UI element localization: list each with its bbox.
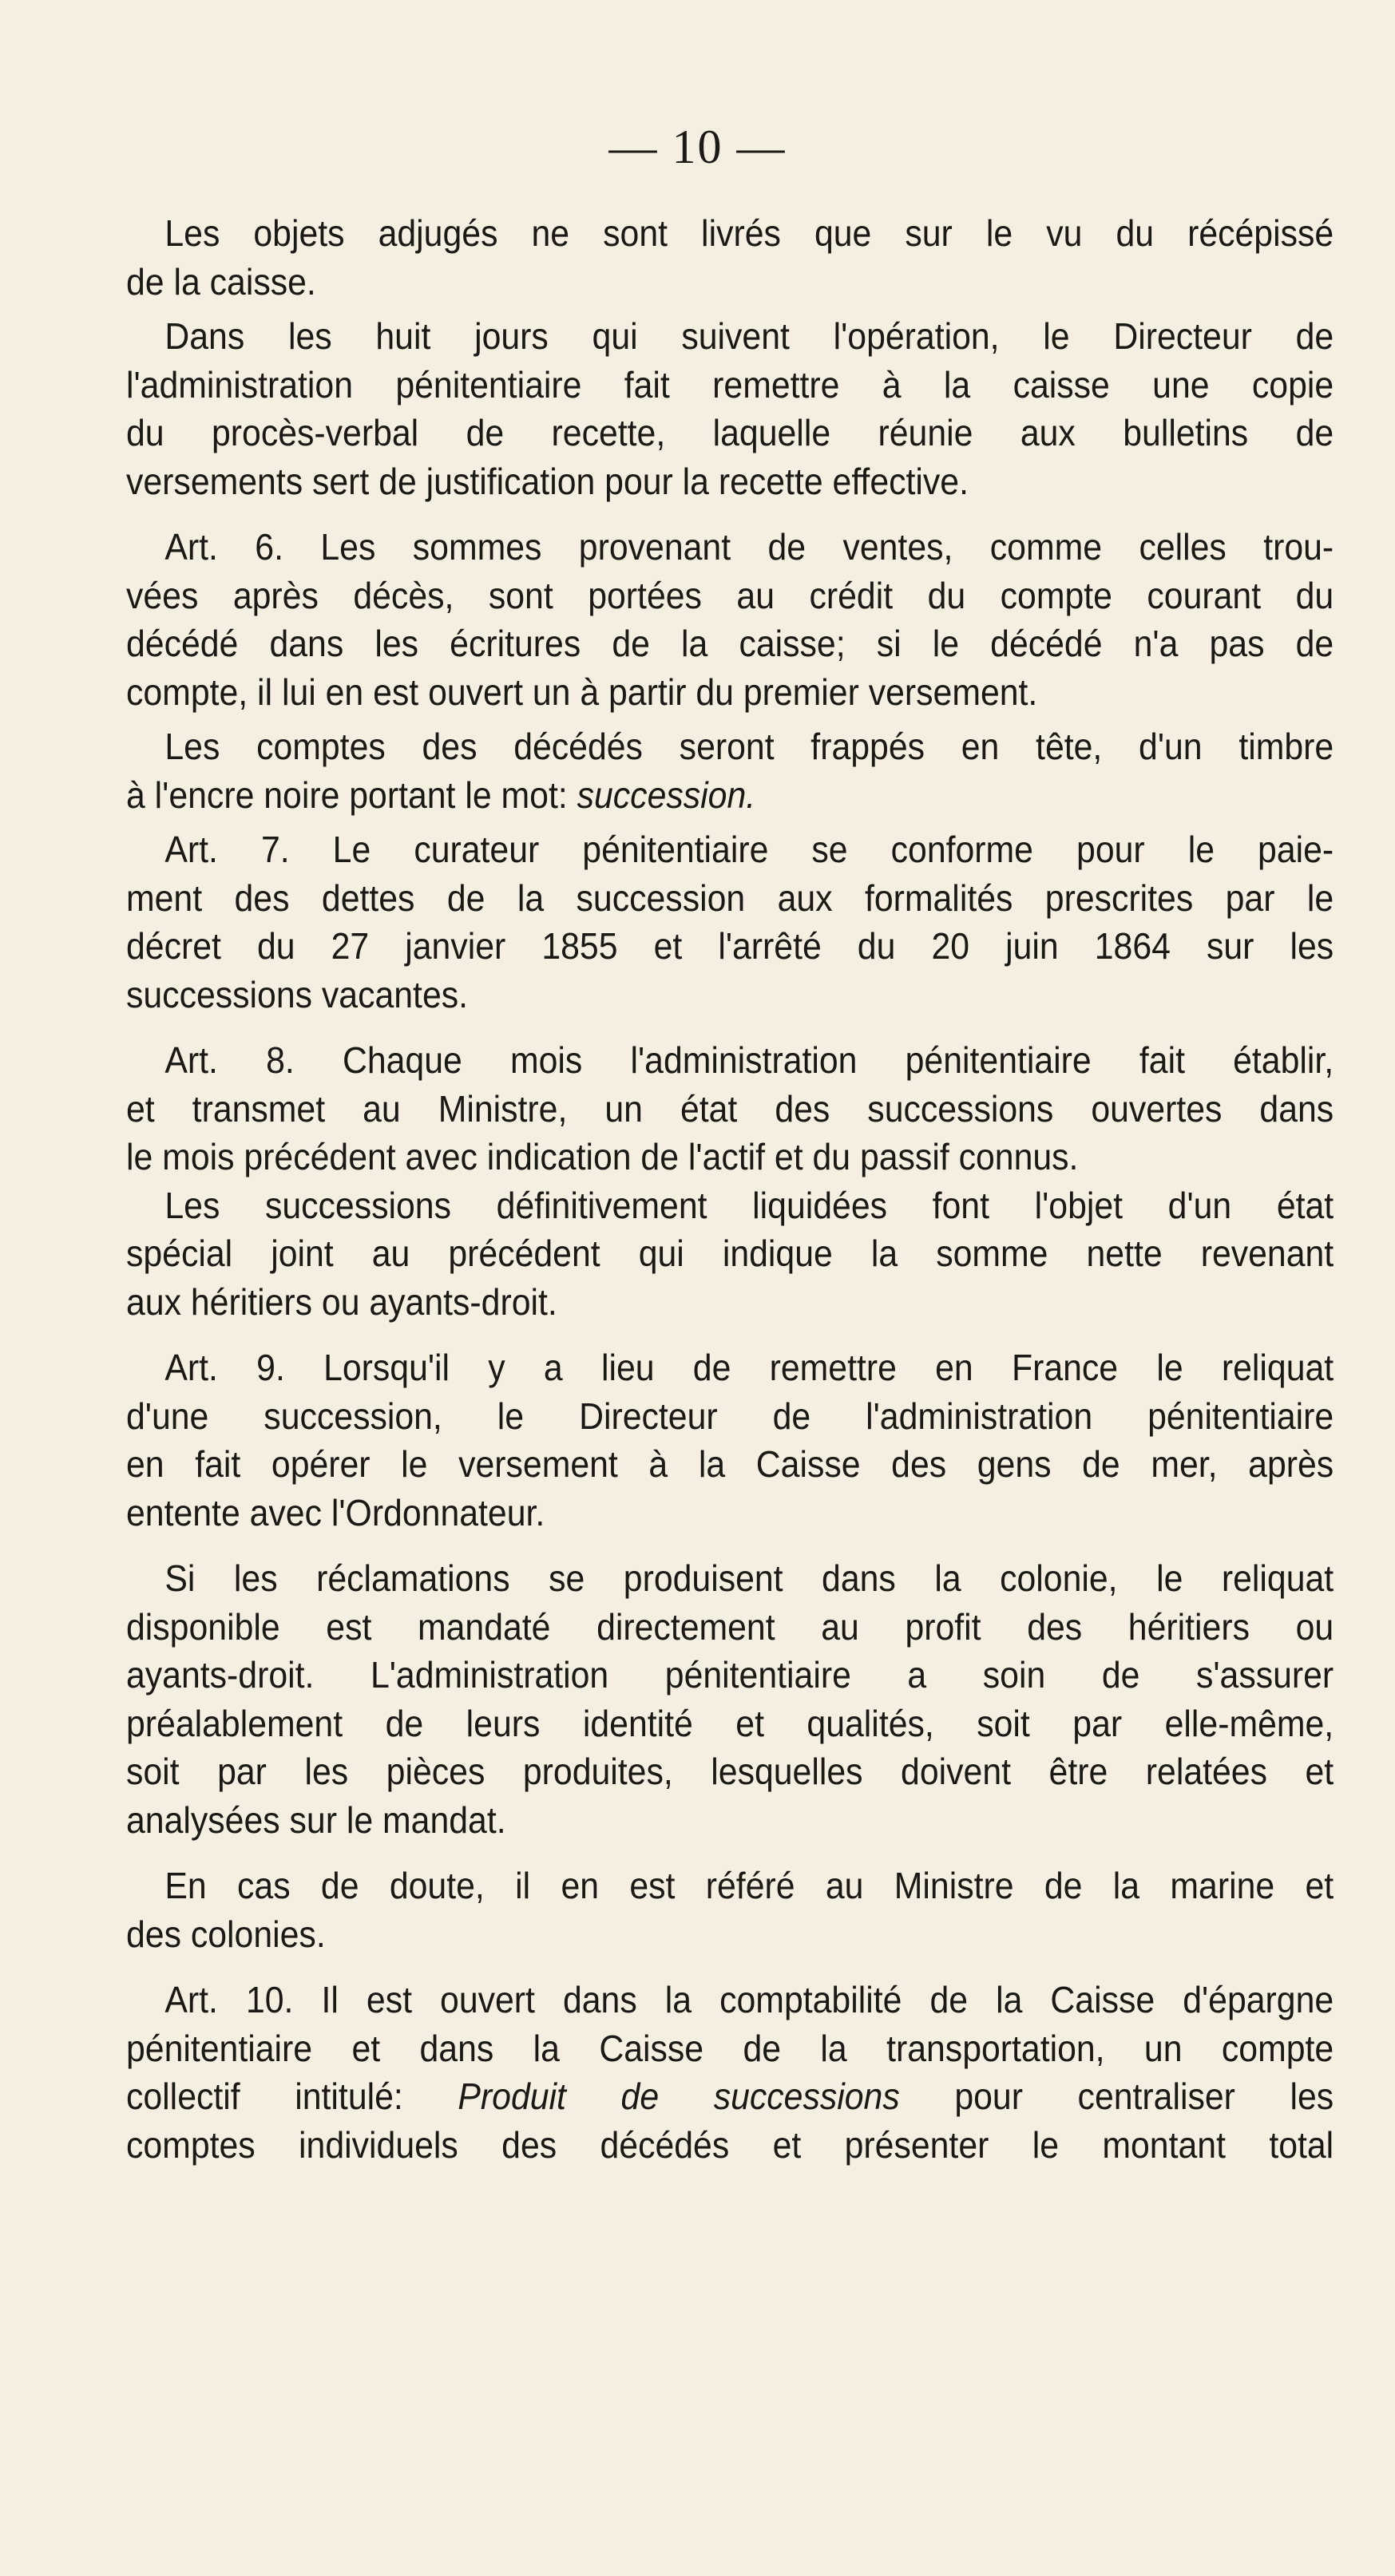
text-line: ment des dettes de la succession aux formalités prescrites par le — [126, 876, 1334, 919]
text-line: En cas de doute, il en est référé au Ministre de la marine et — [164, 1865, 1334, 1906]
text-line: décret du 27 janvier 1855 et l'arrêté du 20 juin 1864 sur les — [126, 925, 1334, 967]
text-line: des colonies. — [126, 1913, 326, 1955]
text-line: comptes individuels des décédés et présenter le montant total — [126, 2123, 1334, 2166]
text-line: entente avec l'Ordonnateur. — [126, 1491, 545, 1533]
text-line: d'une succession, le Directeur de l'administration pénitentiaire — [126, 1395, 1334, 1437]
text-line: pénitentiaire et dans la Caisse de la transportation, un compte — [126, 2027, 1334, 2069]
text-line: successions vacantes. — [126, 973, 469, 1015]
text-line: ayants-droit. L'administration pénitentiaire a soin de s'assurer — [126, 1654, 1334, 1696]
text-line: en fait opérer le versement à la Caisse des gens de mer, après — [126, 1443, 1334, 1485]
text-line: et transmet au Ministre, un état des successions ouvertes dans — [126, 1087, 1334, 1130]
text-line: Les successions définitivement liquidées font l'objet d'un état — [164, 1184, 1334, 1226]
text-line: soit par les pièces produites, lesquelles doivent être relatées et — [126, 1751, 1334, 1792]
text-line — [126, 771, 1334, 820]
text-fragment: collectif intitulé: — [126, 2075, 458, 2117]
text-line: du procès-verbal de recette, laquelle réunie aux bulletins de — [126, 412, 1334, 453]
text-line: vées après décès, sont portées au crédit du compte courant du — [126, 574, 1334, 616]
article-7-heading-line: Art. 7. Le curateur pénitentiaire se conforme pour le paie- — [164, 829, 1334, 870]
text-line: Dans les huit jours qui suivent l'opération, le Directeur de — [164, 315, 1334, 357]
text-line: décédé dans les écritures de la caisse; si le décédé n'a pas de — [126, 623, 1334, 664]
text-line: spécial joint au précédent qui indique la somme nette revenant — [126, 1233, 1334, 1274]
article-6-heading-line: Art. 6. Les sommes provenant de ventes, comme celles trou- — [164, 526, 1334, 568]
text-line: disponible est mandaté directement au profit des héritiers ou — [126, 1605, 1334, 1648]
text-line: Les objets adjugés ne sont livrés que sur le vu du récépissé — [164, 212, 1334, 254]
italic-term: Produit de successions — [458, 2075, 900, 2117]
text-line: de la caisse. — [126, 260, 316, 303]
text-line: Si les réclamations se produisent dans la colonie, le reliquat — [164, 1557, 1334, 1599]
article-8-heading-line: Art. 8. Chaque mois l'administration pénitentiaire fait établir, — [164, 1039, 1334, 1081]
text-line — [126, 2072, 1334, 2121]
text-line: préalablement de leurs identité et qualités, soit par elle-même, — [126, 1702, 1334, 1744]
text-line: compte, il lui en est ouvert un à partir du premier versement. — [126, 671, 1038, 713]
text-fragment: à l'encre noire portant le mot: — [126, 774, 577, 816]
text-line: le mois précédent avec indication de l'actif et du passif connus. — [126, 1136, 1079, 1177]
text-line: aux héritiers ou ayants-droit. — [126, 1280, 557, 1323]
article-9-heading-line: Art. 9. Lorsqu'il y a lieu de remettre en France le reliquat — [164, 1347, 1334, 1388]
text-line: l'administration pénitentiaire fait remettre à la caisse une copie — [126, 363, 1334, 406]
page-number: — 10 — — [608, 121, 787, 173]
text-line: versements sert de justification pour la recette effective. — [126, 460, 969, 502]
text-line: Les comptes des décédés seront frappés en tête, d'un timbre — [164, 726, 1334, 767]
text-line: analysées sur le mandat. — [126, 1798, 506, 1841]
body-text — [126, 209, 1334, 2169]
italic-term: succession. — [577, 774, 756, 816]
text-fragment: pour centraliser les — [899, 2075, 1334, 2117]
article-10-heading-line: Art. 10. Il est ouvert dans la comptabilité de la Caisse d'épargne — [164, 1979, 1334, 2020]
